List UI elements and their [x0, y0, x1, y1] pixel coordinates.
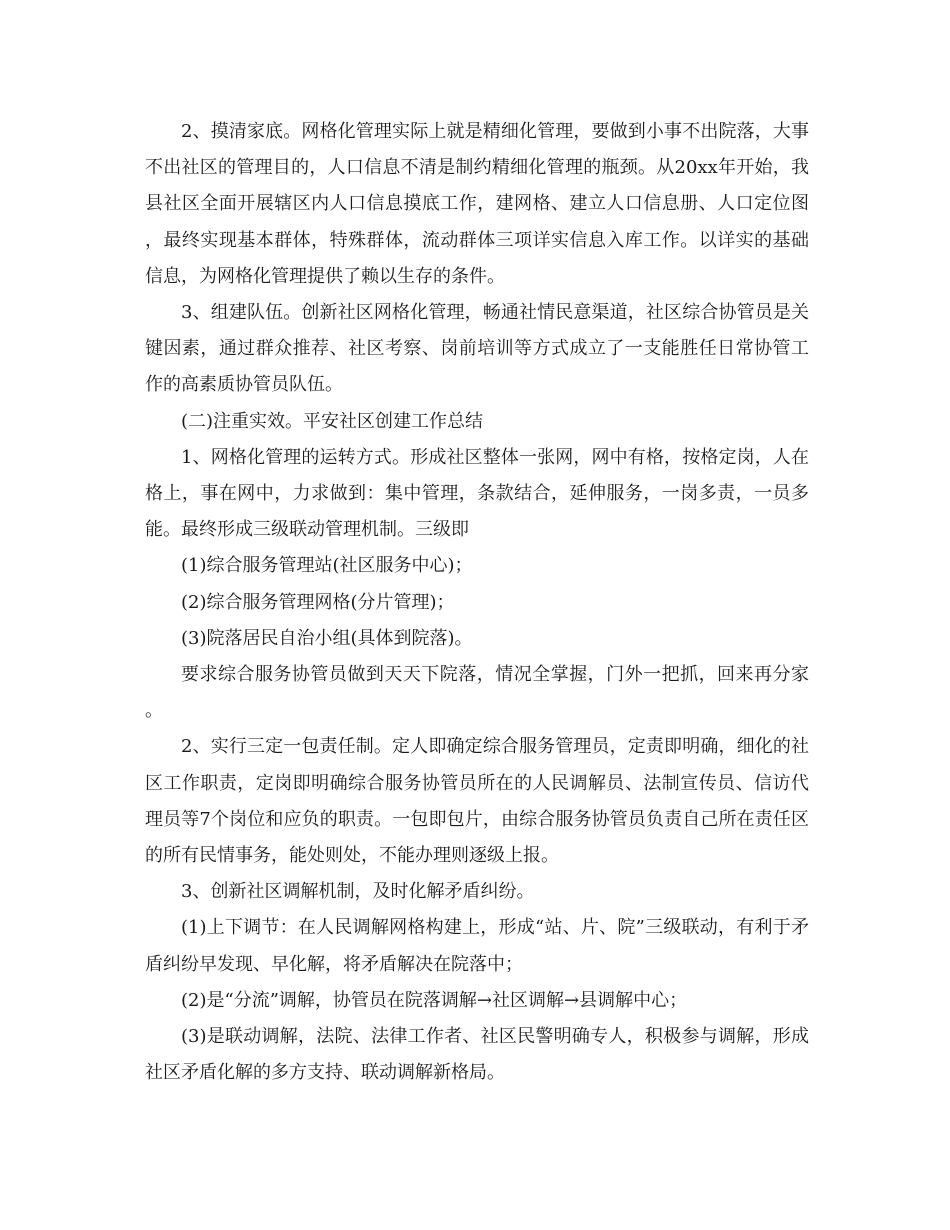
paragraph-5: 2、实行三定一包责任制。定人即确定综合服务管理员，定责即明确，细化的社区工作职责，定岗即明确综合服务协管员所在的人民调解员、法制宣传员、信访代理员等7个岗位和应负的职责。一包即包片，由综合服务协管员负责自己所在责任区的所有民情事务，能处则处，不能办理则逐级上报。 [145, 736, 809, 867]
list-item: (3)是联动调解，法院、法律工作者、社区民警明确专人，积极参与调解，形成社区矛盾化解的多方支持、联动调解新格局。 [145, 1026, 809, 1084]
paragraph-4: 要求综合服务协管员做到天天下院落，情况全掌握，门外一把抓，回来再分家。 [145, 664, 809, 722]
list-item: (2)是“分流”调解，协管员在院落调解→社区调解→县调解中心； [181, 989, 688, 1011]
list-item: (3)院落居民自治小组(具体到院落)。 [181, 627, 473, 649]
list-item: (1)上下调节：在人民调解网格构建上，形成“站、片、院”三级联动，有利于矛盾纠纷早发现、早化解，将矛盾解决在院落中； [145, 917, 809, 975]
paragraph-2: 3、组建队伍。创新社区网格化管理，畅通社情民意渠道，社区综合协管员是关键因素，通过群众推荐、社区考察、岗前培训等方式成立了一支能胜任日常协管工作的高素质协管员队伍。 [145, 302, 809, 396]
paragraph-3: 1、网格化管理的运转方式。形成社区整体一张网，网中有格，按格定岗，人在格上，事在网中，力求做到：集中管理，条款结合，延伸服务，一岗多责，一员多能。最终形成三级联动管理机制。三级即 [145, 446, 809, 541]
paragraph-6: 3、创新社区调解机制，及时化解矛盾纠纷。 [181, 881, 535, 903]
list-item: (2)综合服务管理网格(分片管理)； [181, 591, 455, 613]
list-item: (1)综合服务管理站(社区服务中心)； [181, 555, 473, 577]
section-heading: (二)注重实效。平安社区创建工作总结 [181, 410, 484, 432]
paragraph-1: 2、摸清家底。网格化管理实际上就是精细化管理，要做到小事不出院落，大事不出社区的管理目的，人口信息不清是制约精细化管理的瓶颈。从20xx年开始，我县社区全面开展辖区内人口信息摸底工作，建网格、建立人口信息册、人口定位图，最终实现基本群体，特殊群体，流动群体三项详实信息入库工作。以详实的基础信息，为网格化管理提供了赖以生存的条件。 [145, 121, 809, 287]
document-body [145, 114, 809, 1091]
